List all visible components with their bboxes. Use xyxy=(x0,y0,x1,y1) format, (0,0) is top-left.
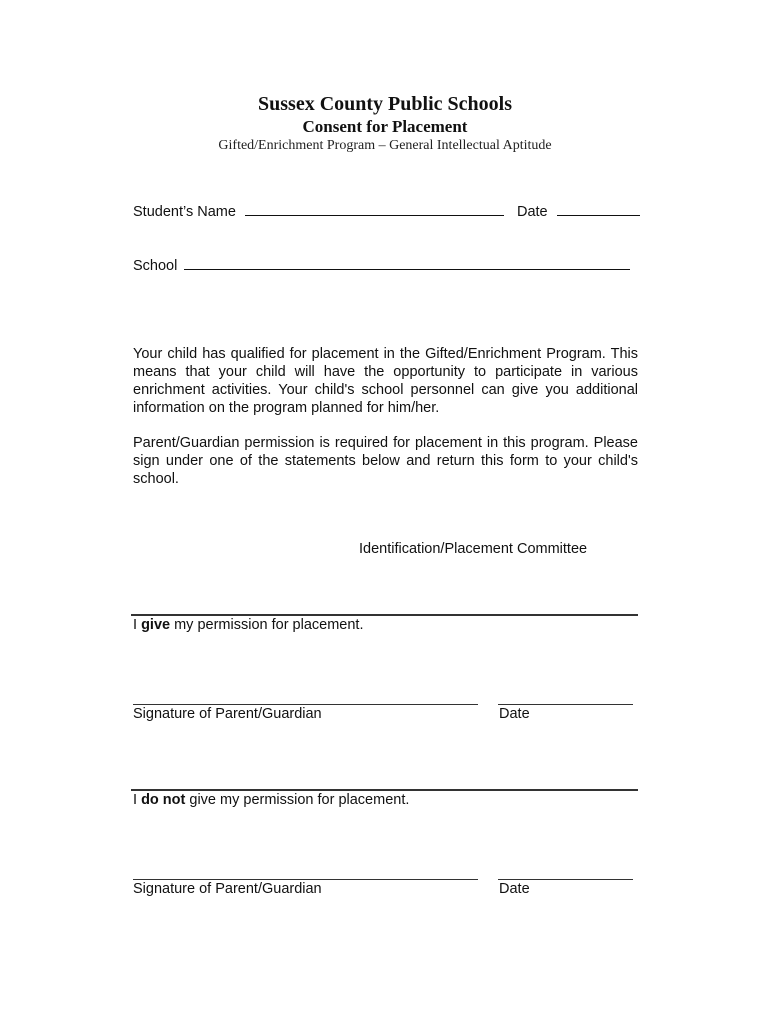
give-date-field[interactable] xyxy=(498,704,633,705)
give-permission-statement xyxy=(133,617,363,633)
section-divider-deny xyxy=(131,789,638,791)
give-date-label: Date xyxy=(499,706,530,722)
student-name-row xyxy=(133,202,640,220)
give-emphasis: give xyxy=(141,617,171,633)
school-row xyxy=(133,256,630,274)
deny-prefix: I xyxy=(133,792,142,808)
committee-signature: Identification/Placement Committee xyxy=(359,541,588,557)
school-field[interactable] xyxy=(184,256,630,270)
deny-suffix: give my permission for placement. xyxy=(185,792,410,808)
give-suffix: my permission for placement. xyxy=(170,617,364,633)
deny-signature-label: Signature of Parent/Guardian xyxy=(133,881,322,897)
qualification-paragraph: Your child has qualified for placement in the Gifted/Enrichment Program. This means that your child will have the opportunity to participate in various enrichment activities. Your child's school personnel can give you additional information on the program planned for him/her. xyxy=(133,346,638,416)
deny-date-field[interactable] xyxy=(498,879,633,880)
form-subtitle: Consent for Placement xyxy=(302,117,468,136)
deny-permission-statement xyxy=(133,792,409,808)
give-signature-field[interactable] xyxy=(133,704,478,705)
date-field[interactable] xyxy=(557,202,640,216)
student-name-label: Student’s Name xyxy=(133,204,236,220)
permission-paragraph: Parent/Guardian permission is required for placement in this program. Please sign under one of the statements below and return this form to your child's school. xyxy=(133,435,638,487)
page-title: Sussex County Public Schools xyxy=(258,93,512,115)
deny-signature-field[interactable] xyxy=(133,879,478,880)
deny-emphasis: do not xyxy=(141,792,186,808)
section-divider-give xyxy=(131,614,638,616)
student-name-field[interactable] xyxy=(245,202,504,216)
date-label: Date xyxy=(516,204,548,220)
school-label: School xyxy=(133,258,178,274)
give-prefix: I xyxy=(133,617,142,633)
deny-date-label: Date xyxy=(499,881,530,897)
give-signature-label: Signature of Parent/Guardian xyxy=(133,706,322,722)
program-name: Gifted/Enrichment Program – General Intellectual Aptitude xyxy=(218,138,552,153)
